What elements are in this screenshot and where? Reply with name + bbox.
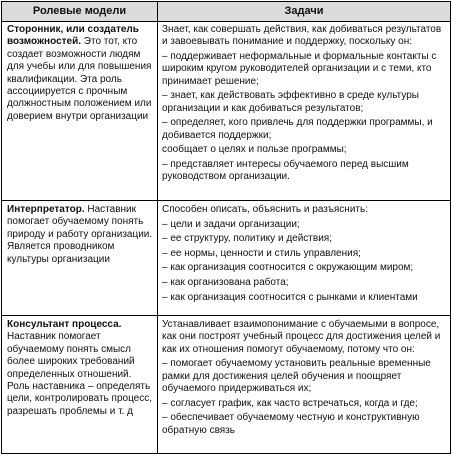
task-item: – как организация соотносится с окружающим миром; <box>162 262 414 274</box>
role-description: Наставник помогает обучаемому понять смысл более широких требований определенных отношений. Роль наставника – определять цели, контролировать процесс, разрешать проблемы и т. д <box>7 331 153 417</box>
role-title: Сторонник, или создатель возможностей. <box>7 24 139 48</box>
header-roles: Ролевые модели <box>32 5 127 17</box>
task-item: – представляет интересы обучаемого перед высшим руководством организации. <box>162 159 409 183</box>
task-item: – как организация соотносится с рынками и клиентами <box>162 291 418 303</box>
task-item: – согласует график, как часто встречаться, когда и где; <box>162 397 418 409</box>
table-row <box>2 201 450 316</box>
task-item: – знает, как действовать эффективно в среде культуры организации и как добиваться результатов; <box>162 90 419 114</box>
role-description: Наставник помогает обучаемому понять природу и работу организации. Является проводником культуры организации <box>7 204 153 265</box>
table-header <box>2 2 450 22</box>
header-tasks: Задачи <box>284 5 324 17</box>
role-cell <box>7 319 154 418</box>
task-item: – поддерживает неформальные и формальные контакты с широким кругом руководителей организации и с теми, кто принимает решение; <box>162 51 437 87</box>
task-item: – цели и задачи организации; <box>162 218 300 230</box>
role-title: Интерпретатор. <box>7 204 88 215</box>
tasks-cell <box>162 24 448 186</box>
task-item: – ее нормы, ценности и стиль управления; <box>162 247 361 259</box>
role-cell <box>7 204 154 266</box>
tasks-cell <box>162 319 448 439</box>
role-title: Консультант процесса. <box>7 319 122 330</box>
task-item: Устанавливает взаимопонимание с обучаемыми в вопросе, как они построят учебный процесс для достижения целей и как их отношения помогут обучаемому, потому что он: <box>162 319 441 355</box>
table-row <box>2 21 450 201</box>
task-item: – как организована работа; <box>162 276 289 288</box>
roles-table <box>1 1 451 454</box>
task-item: Знает, как совершать действия, как добиваться результатов и завоевывать понимание и поддержку, поскольку он: <box>162 24 442 48</box>
tasks-cell <box>162 204 448 306</box>
task-item: сообщает о целях и пользе программы; <box>162 144 347 156</box>
role-cell <box>7 24 154 123</box>
task-item: – помогает обучаемому установить реальные временные рамки для достижения целей обучения и поощряет обучаемого придерживаться их; <box>162 358 431 395</box>
task-item: Способен описать, объяснить и разъяснить: <box>162 204 368 215</box>
task-item: – определяет, кого привлечь для поддержки программы, и добивается поддержки; <box>162 117 433 141</box>
task-item: – обеспечивает обучаемому честную и конструктивную обратную связь <box>162 412 420 436</box>
role-description: Это тот, кто создает возможности людям для учебы или для повышения квалификации. Эта роль ассоциируется с прочным должностным положением или доверием внутри организации <box>7 36 152 122</box>
table-row <box>2 316 450 453</box>
task-item: – ее структуру, политику и действия; <box>162 233 332 245</box>
